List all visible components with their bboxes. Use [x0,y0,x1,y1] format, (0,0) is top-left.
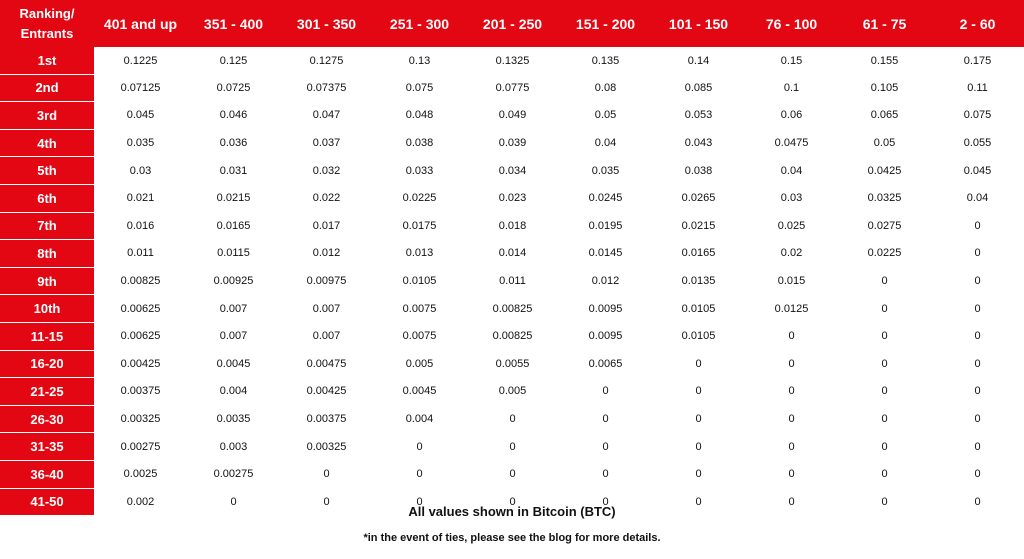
table-row [0,157,1024,185]
payout-cell: 0.1325 [466,47,559,74]
payout-cell: 0 [838,322,931,350]
payout-cell: 0.0195 [559,212,652,240]
payout-cell: 0 [466,460,559,488]
payout-cell: 0.007 [187,322,280,350]
payout-cell: 0.00375 [280,405,373,433]
payout-cell: 0.055 [931,129,1024,157]
payout-cell: 0 [931,460,1024,488]
table-row [0,433,1024,461]
payout-cell: 0.1225 [94,47,187,74]
payout-cell: 0.00975 [280,267,373,295]
payout-cell: 0 [559,460,652,488]
payout-cell: 0.1 [745,74,838,102]
payout-cell: 0 [931,295,1024,323]
payout-cell: 0 [652,350,745,378]
table-row [0,460,1024,488]
payout-cell: 0.035 [94,129,187,157]
payout-cell: 0 [745,460,838,488]
payout-cell: 0.04 [745,157,838,185]
payout-cell: 0.13 [373,47,466,74]
payout-cell: 0.015 [745,267,838,295]
payout-cell: 0.0105 [652,295,745,323]
payout-cell: 0.125 [187,47,280,74]
payout-cell: 0.0165 [187,212,280,240]
payout-cell: 0 [559,488,652,515]
payout-cell: 0.0075 [373,295,466,323]
payout-cell: 0.048 [373,102,466,130]
payout-cell: 0 [652,378,745,406]
payout-cell: 0 [838,267,931,295]
ties-note: *in the event of ties, please see the blog for more details. [363,532,661,544]
payout-cell: 0.021 [94,184,187,212]
payout-cell: 0.065 [838,102,931,130]
payout-cell: 0.085 [652,74,745,102]
units-note: All values shown in Bitcoin (BTC) [408,504,616,519]
payout-cell: 0.037 [280,129,373,157]
payout-cell: 0.0475 [745,129,838,157]
payout-cell: 0.038 [373,129,466,157]
payout-cell: 0.08 [559,74,652,102]
rank-label: 6th [0,184,94,212]
rank-label: 9th [0,267,94,295]
payout-cell: 0 [838,488,931,515]
payout-cell: 0.00275 [187,460,280,488]
payout-cell: 0.036 [187,129,280,157]
payout-cell: 0.0035 [187,405,280,433]
payout-cell: 0.05 [838,129,931,157]
payout-cell: 0 [838,350,931,378]
payout-cell: 0.06 [745,102,838,130]
payout-cell: 0 [373,460,466,488]
payout-cell: 0.017 [280,212,373,240]
payout-cell: 0.007 [280,295,373,323]
payout-cell: 0.00375 [94,378,187,406]
payout-cell: 0 [931,212,1024,240]
payout-cell: 0.00325 [280,433,373,461]
payout-cell: 0.018 [466,212,559,240]
payout-cell: 0.0275 [838,212,931,240]
table-row [0,295,1024,323]
column-header: 351 - 400 [187,0,280,47]
payout-cell: 0.0105 [373,267,466,295]
payout-cell: 0.045 [94,102,187,130]
payout-cell: 0 [931,267,1024,295]
rank-label: 21-25 [0,378,94,406]
payout-cell: 0 [559,433,652,461]
payout-cell: 0 [745,378,838,406]
payout-cell: 0.049 [466,102,559,130]
table-row [0,74,1024,102]
payout-cell: 0.0095 [559,322,652,350]
table-row [0,405,1024,433]
payout-cell: 0.032 [280,157,373,185]
column-header: 401 and up [94,0,187,47]
payout-cell: 0.07375 [280,74,373,102]
payout-cell: 0.0075 [373,322,466,350]
payout-cell: 0.00625 [94,322,187,350]
payout-cell: 0 [280,460,373,488]
payout-cell: 0.022 [280,184,373,212]
payout-cell: 0.034 [466,157,559,185]
payout-cell: 0.053 [652,102,745,130]
payout-cell: 0.05 [559,102,652,130]
payout-cell: 0.1275 [280,47,373,74]
payout-cell: 0 [745,322,838,350]
payout-cell: 0.00625 [94,295,187,323]
payout-cell: 0.04 [559,129,652,157]
payout-cell: 0.005 [466,378,559,406]
payout-cell: 0.0045 [187,350,280,378]
payout-cell: 0.00475 [280,350,373,378]
payout-cell: 0.14 [652,47,745,74]
payout-cell: 0.031 [187,157,280,185]
payout-cell: 0.004 [187,378,280,406]
payout-cell: 0.02 [745,240,838,268]
payout-cell: 0 [373,488,466,515]
payout-cell: 0.004 [373,405,466,433]
payout-cell: 0 [931,488,1024,515]
column-header: 76 - 100 [745,0,838,47]
payout-cell: 0.00425 [280,378,373,406]
payout-cell: 0.135 [559,47,652,74]
payout-cell: 0.002 [94,488,187,515]
payout-cell: 0.155 [838,47,931,74]
column-header: 151 - 200 [559,0,652,47]
payout-cell: 0.075 [931,102,1024,130]
corner-header: Ranking/ Entrants [0,0,94,47]
rank-label: 41-50 [0,488,94,515]
payout-cell: 0 [187,488,280,515]
column-header: 201 - 250 [466,0,559,47]
payout-cell: 0 [838,433,931,461]
payout-cell: 0.0265 [652,184,745,212]
payout-cell: 0 [652,488,745,515]
payout-cell: 0 [931,378,1024,406]
payout-cell: 0.003 [187,433,280,461]
payout-cell: 0.11 [931,74,1024,102]
rank-label: 2nd [0,74,94,102]
table-row [0,184,1024,212]
payout-cell: 0.0325 [838,184,931,212]
payout-cell: 0.0045 [373,378,466,406]
rank-label: 36-40 [0,460,94,488]
payout-cell: 0 [931,405,1024,433]
payout-cell: 0.039 [466,129,559,157]
payout-cell: 0 [745,350,838,378]
table-row [0,378,1024,406]
payout-cell: 0 [838,405,931,433]
payout-cell: 0.016 [94,212,187,240]
payout-cell: 0.03 [745,184,838,212]
payout-cell: 0 [466,488,559,515]
payout-cell: 0.0225 [838,240,931,268]
rank-label: 26-30 [0,405,94,433]
rank-label: 8th [0,240,94,268]
payout-cell: 0.0145 [559,240,652,268]
payout-cell: 0 [466,433,559,461]
payout-cell: 0 [745,433,838,461]
payout-cell: 0.175 [931,47,1024,74]
payout-cell: 0 [838,378,931,406]
payout-cell: 0 [652,405,745,433]
rank-label: 1st [0,47,94,74]
payout-cell: 0.0125 [745,295,838,323]
payout-cell: 0.00425 [94,350,187,378]
column-header: 251 - 300 [373,0,466,47]
payout-cell: 0.07125 [94,74,187,102]
payout-cell: 0.0175 [373,212,466,240]
rank-label: 11-15 [0,322,94,350]
payout-cell: 0.035 [559,157,652,185]
payout-cell: 0.0425 [838,157,931,185]
payout-cell: 0 [931,240,1024,268]
rank-label: 7th [0,212,94,240]
payout-cell: 0.0065 [559,350,652,378]
payout-cell: 0.005 [373,350,466,378]
payout-cell: 0.0025 [94,460,187,488]
payout-cell: 0.023 [466,184,559,212]
payout-cell: 0.0215 [652,212,745,240]
table-row [0,212,1024,240]
rank-label: 4th [0,129,94,157]
payout-cell: 0 [838,295,931,323]
payout-cell: 0.012 [280,240,373,268]
column-header: 301 - 350 [280,0,373,47]
header-row [0,0,1024,47]
payout-cell: 0.0105 [652,322,745,350]
payout-cell: 0 [931,322,1024,350]
payout-cell: 0.04 [931,184,1024,212]
payout-cell: 0.033 [373,157,466,185]
table-row [0,102,1024,130]
table-row [0,350,1024,378]
table-row [0,322,1024,350]
payout-cell: 0.00825 [466,322,559,350]
payout-cell: 0.011 [466,267,559,295]
payout-cell: 0.013 [373,240,466,268]
payout-cell: 0 [373,433,466,461]
payout-cell: 0.007 [280,322,373,350]
rank-label: 3rd [0,102,94,130]
payout-cell: 0.15 [745,47,838,74]
payout-cell: 0.0055 [466,350,559,378]
table-row [0,240,1024,268]
payout-cell: 0.043 [652,129,745,157]
payout-cell: 0.046 [187,102,280,130]
payout-cell: 0 [838,460,931,488]
payout-cell: 0 [652,460,745,488]
column-header: 61 - 75 [838,0,931,47]
payout-cell: 0.011 [94,240,187,268]
payout-cell: 0.105 [838,74,931,102]
payout-cell: 0 [280,488,373,515]
table-row [0,129,1024,157]
payout-cell: 0 [466,405,559,433]
payout-cell: 0.0165 [652,240,745,268]
payout-cell: 0 [559,405,652,433]
table-row [0,267,1024,295]
payout-cell: 0.0725 [187,74,280,102]
payout-cell: 0.038 [652,157,745,185]
payout-cell: 0 [931,350,1024,378]
payout-cell: 0 [745,405,838,433]
payout-cell: 0.0215 [187,184,280,212]
payout-cell: 0.012 [559,267,652,295]
rank-label: 10th [0,295,94,323]
column-header: 101 - 150 [652,0,745,47]
payout-cell: 0.047 [280,102,373,130]
payout-cell: 0 [652,433,745,461]
payout-cell: 0 [559,378,652,406]
payout-cell: 0.00925 [187,267,280,295]
payout-cell: 0.045 [931,157,1024,185]
payout-cell: 0.007 [187,295,280,323]
payout-cell: 0.0225 [373,184,466,212]
payout-cell: 0 [931,433,1024,461]
payout-cell: 0.075 [373,74,466,102]
payout-cell: 0.0115 [187,240,280,268]
payout-cell: 0.00275 [94,433,187,461]
rank-label: 5th [0,157,94,185]
table-row [0,47,1024,74]
payout-cell: 0.0775 [466,74,559,102]
payout-cell: 0.025 [745,212,838,240]
payout-cell: 0.0135 [652,267,745,295]
column-header: 2 - 60 [931,0,1024,47]
payout-cell: 0.0095 [559,295,652,323]
payout-cell: 0.0245 [559,184,652,212]
rank-label: 16-20 [0,350,94,378]
payout-cell: 0 [745,488,838,515]
rank-label: 31-35 [0,433,94,461]
payout-cell: 0.03 [94,157,187,185]
payout-cell: 0.00825 [94,267,187,295]
payout-cell: 0.014 [466,240,559,268]
payout-cell: 0.00325 [94,405,187,433]
table-body [0,47,1024,515]
payout-cell: 0.00825 [466,295,559,323]
